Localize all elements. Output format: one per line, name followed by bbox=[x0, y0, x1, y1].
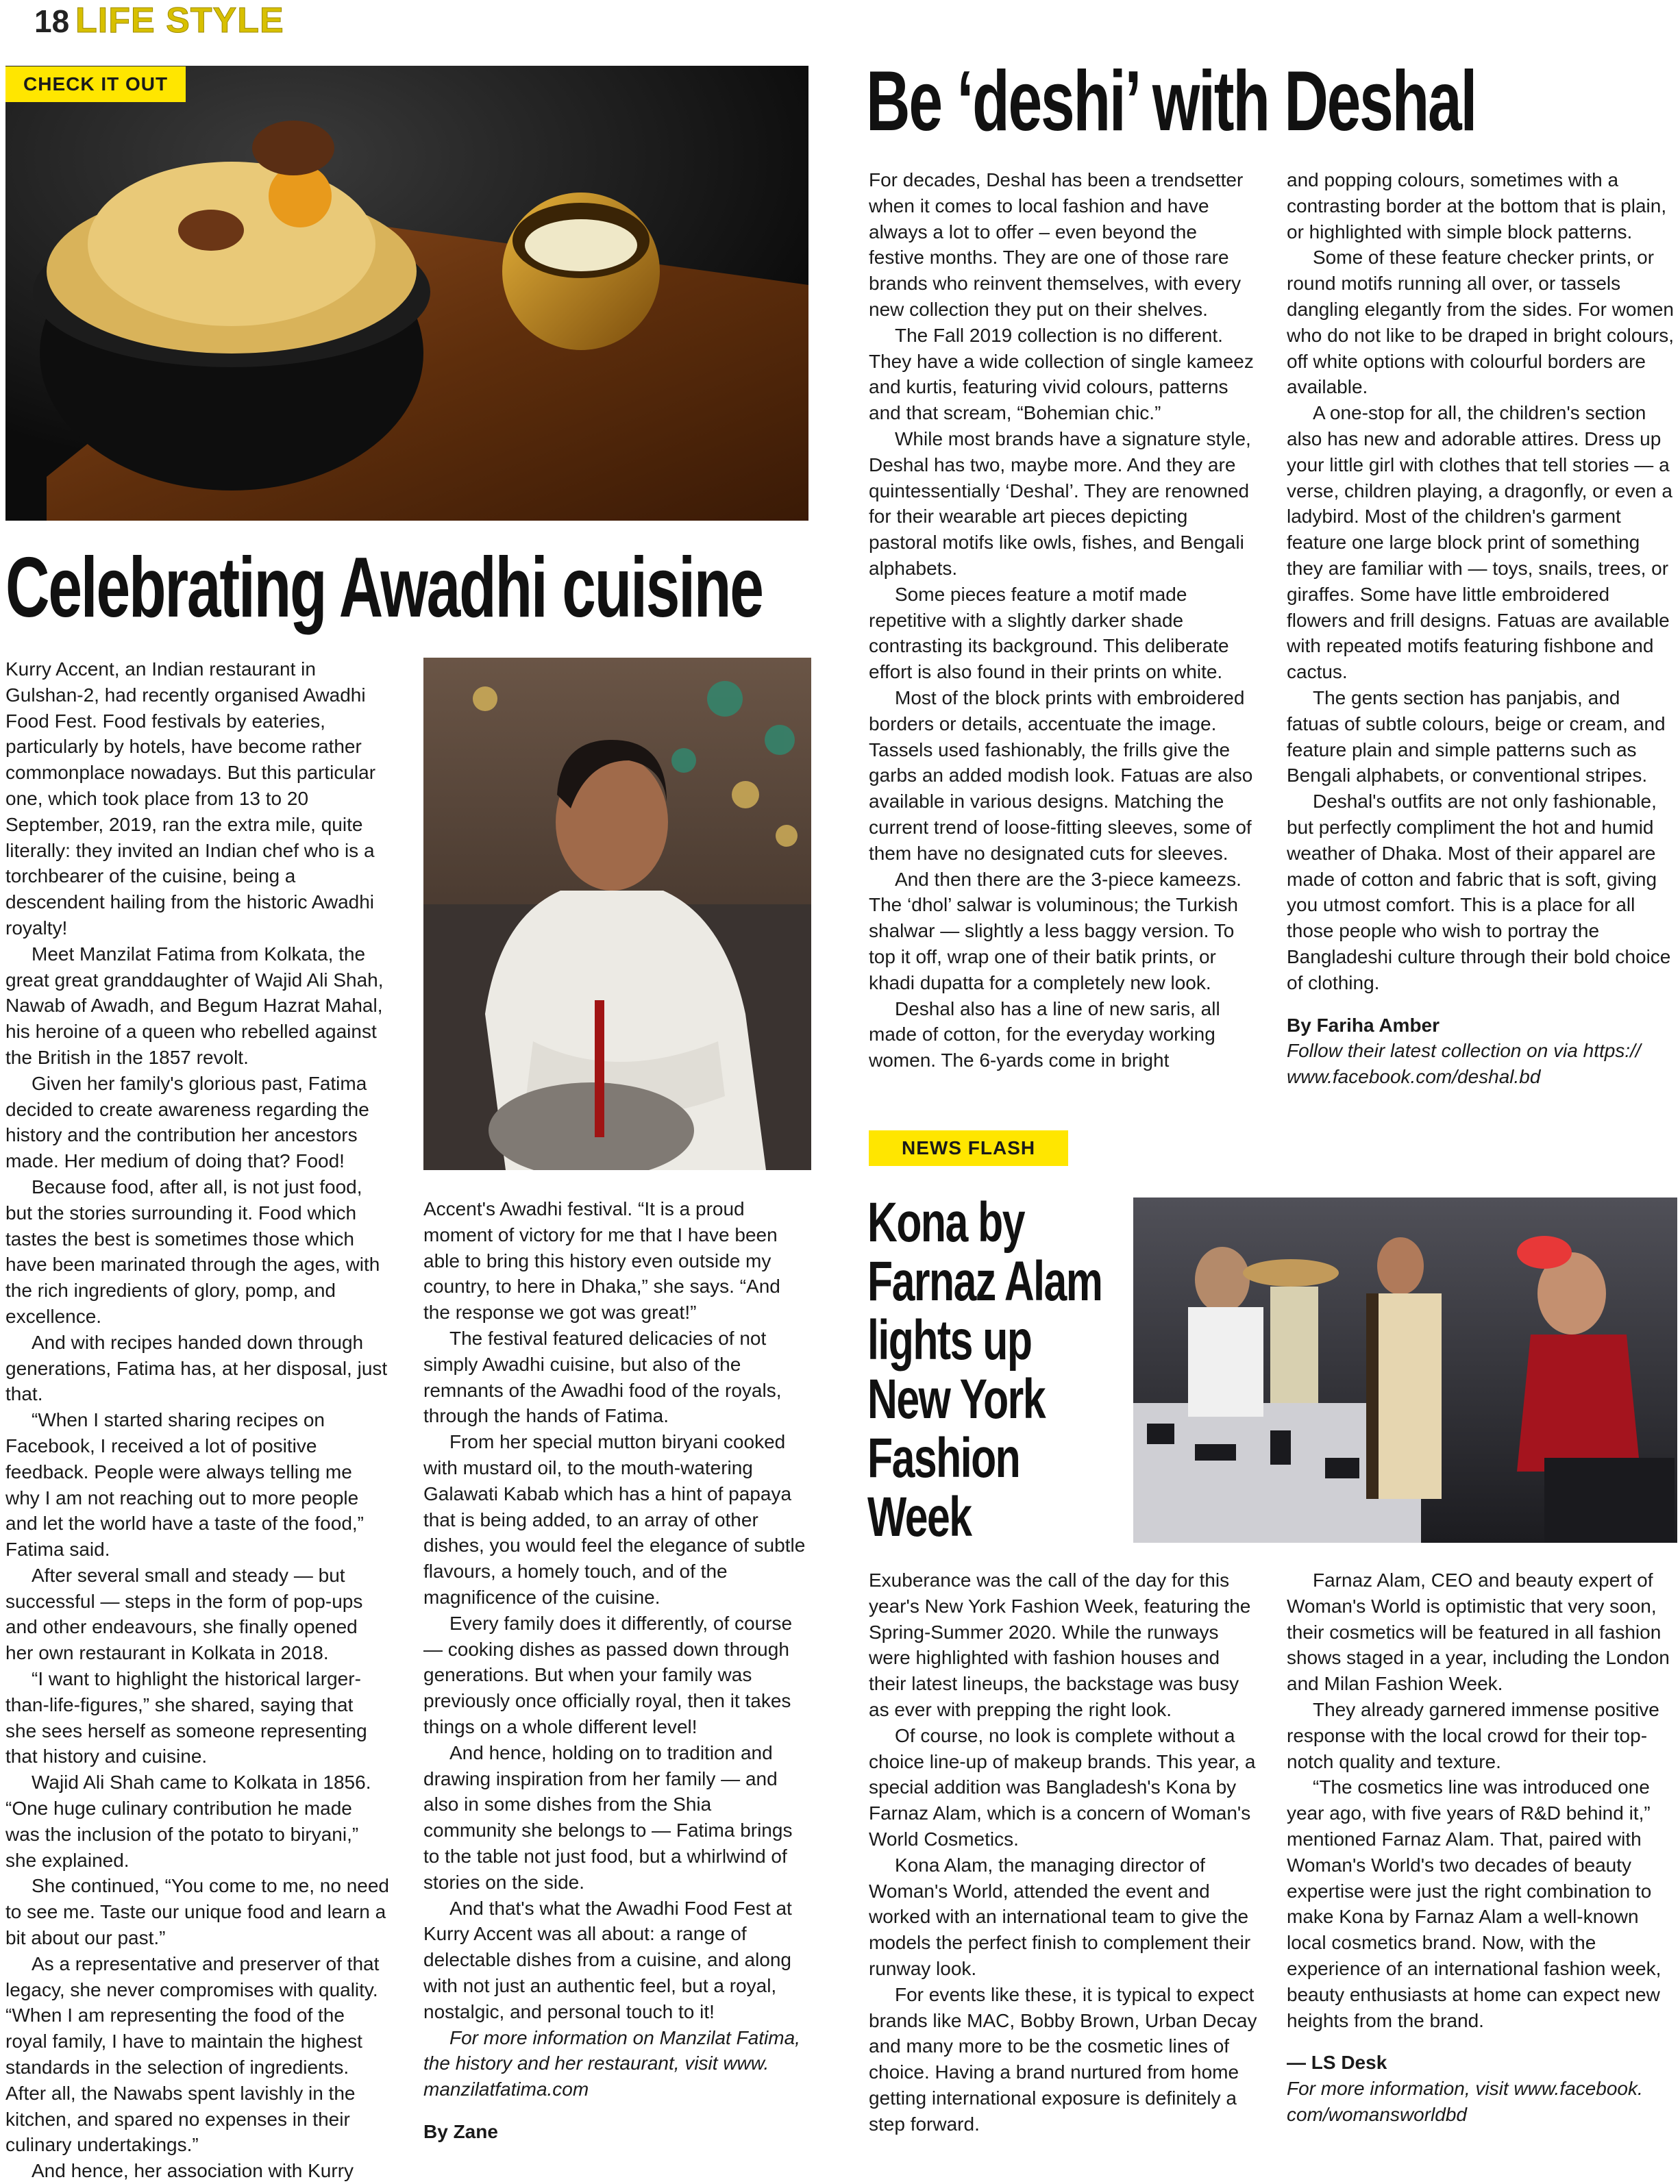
paragraph: Deshal's outfits are not only fashionable, but perfectly compliment the hot and humid weather of Dhaka. Most of their apparel are made of cotton and fabric that is soft, giving you utmost comfort. This is a place for all those people who wish to portray the Bangladeshi culture through their bold choice of clothing. bbox=[1287, 791, 1671, 993]
paragraph: And hence, holding on to tradition and drawing inspiration from her family — and also in some dishes from the Shia community she belongs to — Fatima brings to the table not just food, but a whirlwind of stories on the side. bbox=[423, 1741, 793, 1893]
headline-line: Farnaz Alam bbox=[867, 1250, 1102, 1313]
paragraph: Exuberance was the call of the day for this year's New York Fashion Week, featuring the Spring-Summer 2020. While the runways were highlighted with fashion houses and their latest lineups, the backstage was busy as ever with prepping the right look. bbox=[869, 1569, 1251, 1720]
paragraph: They already garnered immense positive response with the local crowd for their top-notch quality and texture. bbox=[1287, 1698, 1659, 1772]
paragraph: While most brands have a signature style, Deshal has two, maybe more. And they are quintessentially ‘Deshal’. They are renowned for their wearable art pieces depicting pastoral motifs like owls, fishes, and Bengali alphabets. bbox=[869, 427, 1251, 579]
check-it-out-tag: CHECK IT OUT bbox=[5, 66, 186, 102]
paragraph: Meet Manzilat Fatima from Kolkata, the great great granddaughter of Wajid Ali Shah, Nawab of Awadh, and Begum Hazrat Mahal, his heroine of a queen who rebelled against the British in the 1857 revolt. bbox=[5, 943, 384, 1068]
deshal-byline: By Fariha Amber bbox=[1287, 1014, 1440, 1036]
kona-byline: — LS Desk bbox=[1287, 2052, 1387, 2074]
paragraph: And then there are the 3-piece kameezs. The ‘dhol’ salwar is voluminous; the Turkish shalwar — slightly a less baggy version. To top it off, wrap one of their batik prints, or khadi dupatta for a completely new look. bbox=[869, 868, 1242, 993]
kona-headline bbox=[867, 1193, 1102, 1547]
biryani-photo bbox=[5, 66, 808, 521]
kona-footer-note: For more information, visit www.facebook. com/womansworldbd bbox=[1287, 2078, 1643, 2125]
section-title: LIFE STYLE bbox=[75, 1, 284, 40]
paragraph: For events like these, it is typical to expect brands like MAC, Bobby Brown, Urban Decay and many more to be the cosmetic lines of choice. Having a brand nurtured from home getting international exposure is definitely a step forward. bbox=[869, 1983, 1257, 2135]
deshal-column-2 bbox=[1287, 167, 1675, 1090]
backstage-photo bbox=[1133, 1198, 1677, 1543]
paragraph: The festival featured delicacies of not simply Awadhi cuisine, but also of the remnants of the Awadhi food of the royals, through the hands of Fatima. bbox=[423, 1327, 782, 1427]
paragraph: Deshal also has a line of new saris, all made of cotton, for the everyday working women. The 6-yards come in bright bbox=[869, 997, 1220, 1071]
paragraph: “I want to highlight the historical larger-than-life-figures,” she shared, saying that she sees herself as someone representing that history and cuisine. bbox=[5, 1668, 367, 1767]
paragraph: After several small and steady — but successful — steps in the form of pop-ups and other endeavours, she finally opened her own restaurant in Kolkata in 2018. bbox=[5, 1564, 363, 1664]
awadhi-headline: Celebrating Awadhi cuisine bbox=[5, 541, 763, 635]
paragraph: Accent's Awadhi festival. “It is a proud moment of victory for me that I have been able to bring this history even outside my country, to here in Dhaka,” she says. “And the response we got was great!” bbox=[423, 1198, 780, 1324]
paragraph: Of course, no look is complete without a choice line-up of makeup brands. This year, a special addition was Bangladesh's Kona by Farnaz Alam, which is a concern of Woman's World Cosmetics. bbox=[869, 1724, 1256, 1850]
news-flash-tag: NEWS FLASH bbox=[869, 1130, 1068, 1166]
paragraph: And with recipes handed down through generations, Fatima has, at her disposal, just that. bbox=[5, 1331, 388, 1405]
page-number: 18 bbox=[34, 3, 70, 39]
paragraph: And that's what the Awadhi Food Fest at Kurry Accent was all about: a range of delectable dishes from a cuisine, and along with not just an authentic feel, but a royal, nostalgic, and personal touch to it! bbox=[423, 1897, 792, 2022]
awadhi-column-2 bbox=[423, 1196, 808, 2145]
paragraph: Kona Alam, the managing director of Woman's World, attended the event and worked with an international team to give the models the perfect finish to complement their runway look. bbox=[869, 1854, 1251, 1979]
headline-line: lights up bbox=[867, 1309, 1032, 1372]
paragraph: A one-stop for all, the children's section also has new and adorable attires. Dress up your little girl with clothes that tell stories — a verse, children playing, a dragonfly, or even a ladybird. Most of the children's garment feature one large block print of something they are familiar with — toys, snails, trees, or giraffes. Some have little embroidered flowers and frill designs. Fatuas are available with repeated motifs featuring fishbone and cactus. bbox=[1287, 402, 1672, 683]
paragraph: And hence, her association with Kurry bbox=[32, 2160, 354, 2182]
paragraph: and popping colours, sometimes with a contrasting border at the bottom that is plain, or highlighted with simple block patterns. bbox=[1287, 169, 1667, 243]
headline-line: New York bbox=[867, 1368, 1046, 1430]
awadhi-footer-note: For more information on Manzilat Fatima, the history and her restaurant, visit www. manzilatfatima.com bbox=[423, 2026, 800, 2100]
chef-photo bbox=[423, 658, 811, 1170]
paragraph: She continued, “You come to me, no need to see me. Taste our unique food and learn a bit about our past.” bbox=[5, 1875, 389, 1949]
paragraph: Kurry Accent, an Indian restaurant in Gulshan-2, had recently organised Awadhi Food Fest. Food festivals by eateries, particularly by hotels, have become rather commonplace nowadays. But this particular one, which took place from 13 to 20 September, 2019, ran the extra mile, quite literally: they invited an Indian chef who is a torchbearer of the cuisine, being a descendent hailing from the historic Awadhi royalty! bbox=[5, 658, 376, 939]
deshal-footer-note: Follow their latest collection on via https:// www.facebook.com/deshal.bd bbox=[1287, 1040, 1641, 1088]
deshal-headline: Be ‘deshi’ with Deshal bbox=[866, 54, 1477, 149]
paragraph: Most of the block prints with embroidered borders or details, accentuate the image. Tassels used fashionably, the frills give the garbs an added modish look. Fatuas are also available in various designs. Matching the current trend of loose-fitting sleeves, some of them have no designated cuts for sleeves. bbox=[869, 686, 1253, 864]
paragraph: Every family does it differently, of course — cooking dishes as passed down through generations. But when your family was previously once officially royal, then it takes things on a whole different level! bbox=[423, 1612, 793, 1737]
awadhi-byline: By Zane bbox=[423, 2120, 498, 2142]
deshal-column-1 bbox=[869, 167, 1254, 1074]
paragraph: “When I started sharing recipes on Facebook, I received a lot of positive feedback. People were always telling me why I am not reaching out to more people and let the world have a taste of the food,” Fatima said. bbox=[5, 1409, 365, 1561]
kona-column-2 bbox=[1287, 1567, 1675, 2128]
paragraph: Some pieces feature a motif made repetitive with a slightly darker shade contrasting its background. This deliberate effort is also found in their prints on white. bbox=[869, 583, 1229, 683]
paragraph: The gents section has panjabis, and fatuas of subtle colours, beige or cream, and feature plain and simple patterns such as Bengali alphabets, or conventional stripes. bbox=[1287, 686, 1666, 786]
paragraph: Wajid Ali Shah came to Kolkata in 1856. “One huge culinary contribution he made was the inclusion of the potato to biryani,” she explained. bbox=[5, 1772, 371, 1871]
kona-column-1 bbox=[869, 1567, 1259, 2137]
paragraph: From her special mutton biryani cooked with mustard oil, to the mouth-watering Galawati Kabab which has a hint of papaya that is being added, to an array of other dishes, you would feel the elegance of subtle flavours, a homely touch, and of the magnificence of the cuisine. bbox=[423, 1431, 806, 1608]
paragraph: As a representative and preserver of that legacy, she never compromises with quality. “When I am representing the food of the royal family, I have to maintain the highest standards in the selection of ingredients. After all, the Nawabs spent lavishly in the kitchen, and spared no expenses in their culinary undertakings.” bbox=[5, 1952, 380, 2156]
paragraph: Because food, after all, is not just food, but the stories surrounding it. Food which tastes the best is sometimes those which have been marinated through the ages, with the rich ingredients of glory, pomp, and excellence. bbox=[5, 1176, 380, 1327]
paragraph: Given her family's glorious past, Fatima decided to create awareness regarding the history and the contribution her ancestors made. Her medium of doing that? Food! bbox=[5, 1072, 369, 1172]
paragraph: Farnaz Alam, CEO and beauty expert of Woman's World is optimistic that very soon, their cosmetics will be featured in all fashion shows staged in a year, including the London and Milan Fashion Week. bbox=[1287, 1569, 1670, 1695]
headline-line: Week bbox=[867, 1486, 972, 1548]
awadhi-column-1 bbox=[5, 656, 389, 2184]
paragraph: For decades, Deshal has been a trendsetter when it comes to local fashion and have always a lot to offer – even beyond the festive months. They are one of those rare brands who reinvent themselves, with every new collection they put on their shelves. bbox=[869, 169, 1244, 320]
paragraph: Some of these feature checker prints, or round motifs running all over, or tassels dangling elegantly from the sides. For women who do not like to be draped in bright colours, off white options with colourful borders are available. bbox=[1287, 247, 1675, 398]
headline-line: Kona by bbox=[867, 1191, 1025, 1254]
paragraph: “The cosmetics line was introduced one year ago, with five years of R&D behind it,” mentioned Farnaz Alam. That, paired with Woman's World's two decades of beauty expertise were just the right combination to make Kona by Farnaz Alam a well-known local cosmetics brand. Now, with the experience of an international fashion week, beauty enthusiasts at home can expect new heights from the brand. bbox=[1287, 1776, 1662, 2031]
headline-line: Fashion bbox=[867, 1427, 1020, 1489]
paragraph: The Fall 2019 collection is no different. They have a wide collection of single kameez and kurtis, featuring vivid colours, patterns and that scream, “Bohemian chic.” bbox=[869, 324, 1254, 424]
